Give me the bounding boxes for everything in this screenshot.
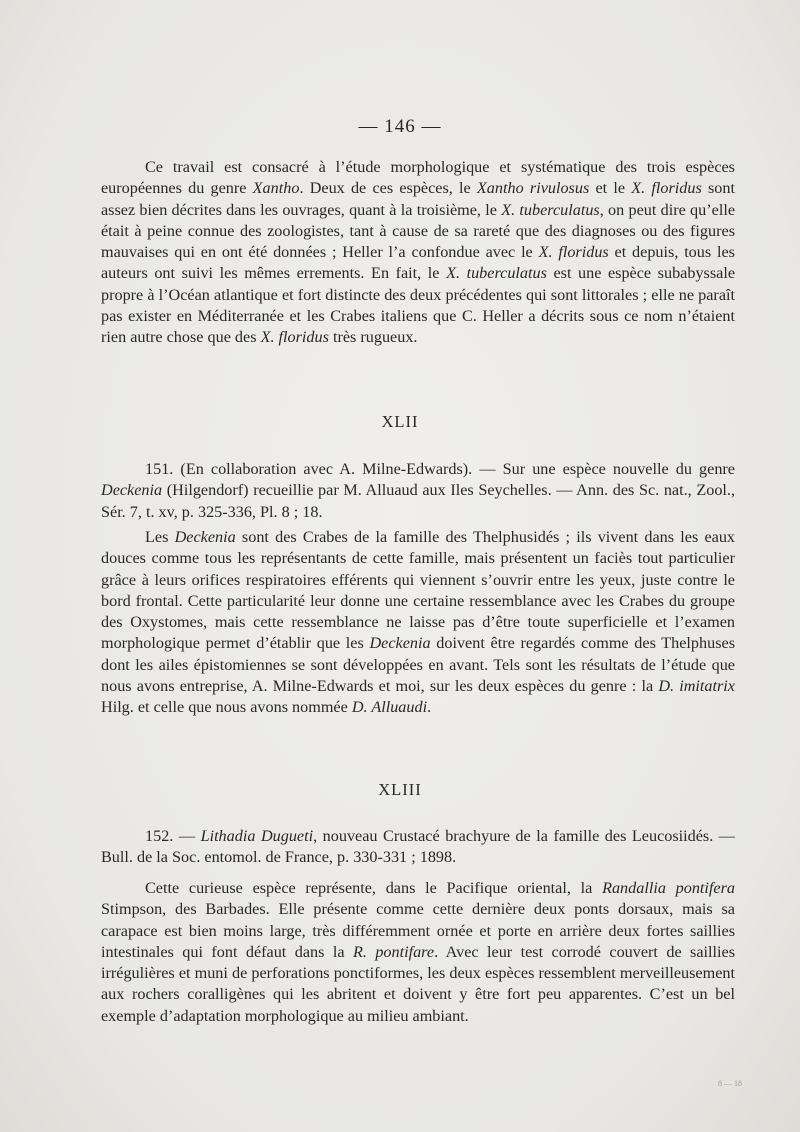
italic-taxon: X. floridus — [260, 328, 329, 347]
italic-taxon: D. imitatrix — [658, 677, 735, 696]
italic-taxon: Deckenia — [369, 634, 431, 653]
text-run: est une espèce subabyssale propre à l’Océan atlantique et fort distincte des deux précédentes qui sont littorales ; elle ne paraît pas exister en Méditerranée et les Crabes italiens que C. Heller a décrits sous ce nom n’étaient rien autre chose que des — [101, 264, 736, 347]
text-run: doivent être regardés comme des Thelphuses dont les ailes épistomiennes se sont développées en avant. Tels sont les résultats de l’étude que nous avons entreprise, A. Milne-Edwards et moi, sur les deux espèces du genre : la — [101, 634, 735, 696]
italic-taxon: Randallia pontifera — [602, 879, 735, 897]
italic-taxon: D. Alluaudi — [351, 698, 428, 717]
text-run: . Avec leur test corrodé couvert de saillies irrégulières et muni de perforations ponctiformes, les deux espèces ressemblent merveilleusement aux rochers coralligènes qui les abritent et doivent y être fort peu apparentes. C’est un bel exemple d’adaptation morphologique au milieu ambiant. — [101, 942, 736, 1025]
text-run: , on peut dire qu’elle était à peine connue des zoologistes, tant à cause de sa rareté que des diagnoses ou des figures mauvaises qui en ont été données ; Heller l’a confondue avec le — [101, 200, 736, 262]
page-number: — 146 — — [358, 116, 442, 137]
text-run: sont des Crabes de la famille des Thelphusidés ; ils vivent dans les eaux douces comme tous les représentants de cette famille, mais présentent un faciès tout particulier grâce à leurs orifices respiratoires efférents qui viennent s’ouvrir entre les yeux, juste contre le bord frontal. Cette particularité leur donne une certaine ressemblance avec les Crabes du groupe des Oxystomes, mais cette ressemblance ne laisse pas d’être toute superficielle et l’examen morphologique permet d’établir que les — [101, 528, 736, 653]
italic-taxon: Lithadia Dugueti — [200, 827, 314, 845]
reference-151 — [101, 459, 735, 523]
italic-taxon: Deckenia — [174, 528, 236, 546]
italic-taxon: X. floridus — [538, 243, 609, 262]
text-run: , nouveau Crustacé brachyure de la famille des Leucosiidés. — Bull. de la Soc. entomol. de France, p. 330-331 ; 1898. — [101, 827, 735, 867]
italic-taxon: Xantho rivulosus — [476, 179, 590, 198]
paragraph-lithadia — [101, 878, 735, 1027]
italic-taxon: Xantho — [252, 179, 300, 198]
italic-taxon: R. pontifare — [352, 942, 435, 961]
text-run: (Hilgendorf) recueillie par M. Alluaud aux Iles Seychelles. — Ann. des Sc. nat., Zool., Sér. 7, t. xv, p. 325-336, Pl. 8 ; 18. — [101, 481, 735, 521]
text-run: très rugueux. — [328, 328, 418, 347]
text-run: 152. — — [145, 827, 201, 845]
text-run: . — [427, 698, 432, 717]
footer-signature-mark: 8 — 18 — [718, 1079, 742, 1088]
reference-152 — [101, 826, 735, 869]
italic-taxon: X. tuberculatus — [501, 200, 600, 219]
intro-paragraph — [101, 157, 735, 349]
paragraph-deckenia — [101, 527, 735, 719]
italic-taxon: Deckenia — [101, 481, 163, 500]
italic-taxon: X. tuberculatus — [446, 264, 547, 283]
text-run: et le — [589, 179, 632, 198]
text-run: Ce travail est consacré à l’étude morphologique et systématique des trois espèces européennes du genre — [101, 158, 735, 198]
text-run: et depuis, tous les auteurs ont suivi les mêmes errements. En fait, le — [101, 243, 735, 283]
text-run: 151. (En collaboration avec A. Milne-Edwards). — Sur une espèce nouvelle du genre — [145, 460, 735, 478]
text-run: Les — [145, 528, 175, 546]
section-heading-xlii: XLII — [381, 412, 419, 431]
text-run: Cette curieuse espèce représente, dans le Pacifique oriental, la — [145, 879, 603, 897]
section-heading-xliii: XLIII — [378, 780, 422, 799]
italic-taxon: X. floridus — [631, 179, 702, 198]
text-run: Hilg. et celle que nous avons nommée — [101, 698, 352, 717]
text-run: . Deux de ces espèces, le — [299, 179, 477, 198]
text-run: sont assez bien décrites dans les ouvrages, quant à la troisième, le — [101, 179, 735, 219]
text-run: Stimpson, des Barbades. Elle présente comme cette dernière deux ponts dorsaux, mais sa carapace est bien moins large, très différemment ornée et porte en arrière deux fortes saillies intestinales qui font défaut dans la — [101, 900, 735, 961]
